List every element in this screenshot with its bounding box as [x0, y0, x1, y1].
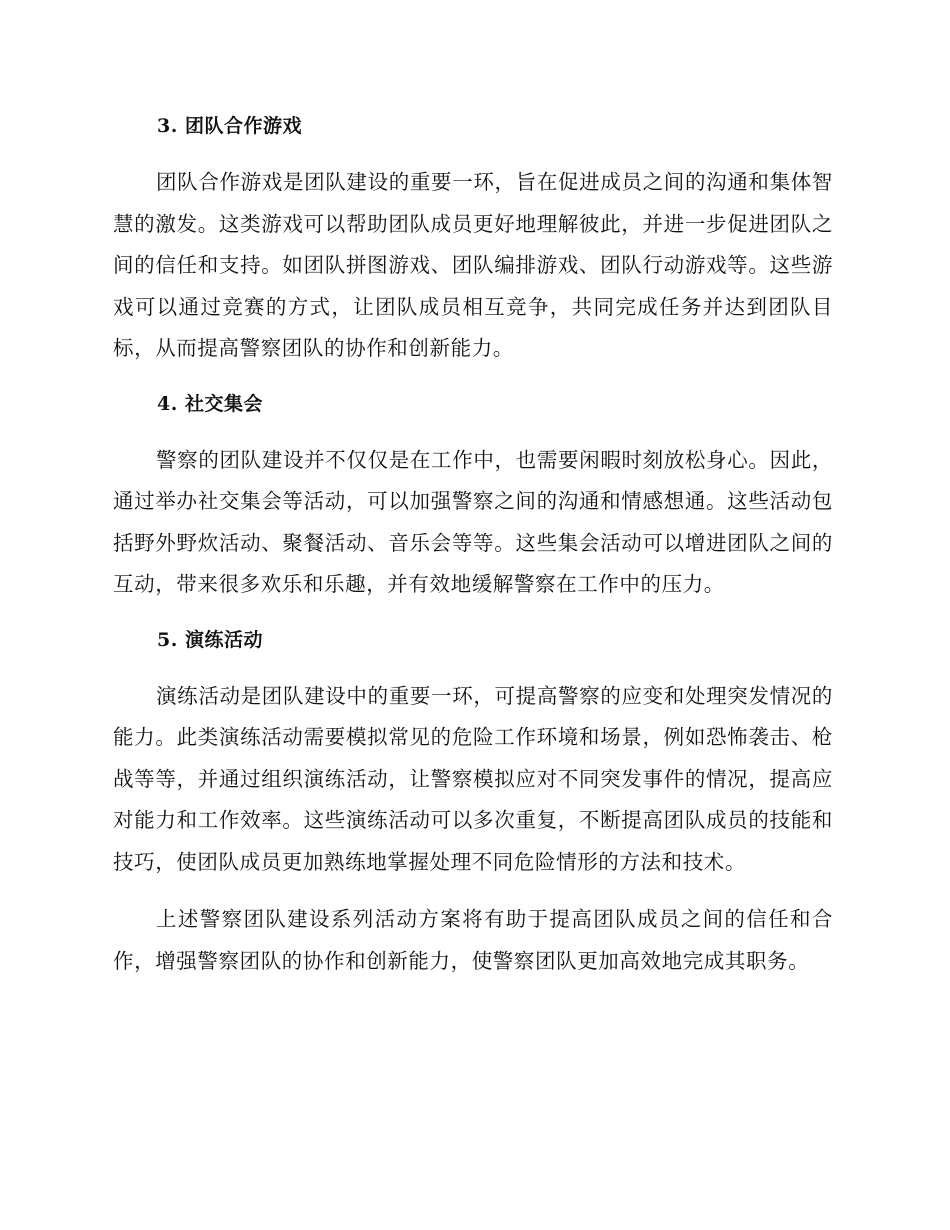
section-body-social-gathering: 警察的团队建设并不仅仅是在工作中，也需要闲暇时刻放松身心。因此，通过举办社交集会等活动，可以加强警察之间的沟通和情感想通。这些活动包括野外野炊活动、聚餐活动、音乐会等等。这些集会活动可以增进团队之间的互动，带来很多欢乐和乐趣，并有效地缓解警察在工作中的压力。 — [113, 447, 833, 596]
section-heading-drill-activities: 5. 演练活动 — [157, 628, 263, 651]
conclusion-paragraph: 上述警察团队建设系列活动方案将有助于提高团队成员之间的信任和合作，增强警察团队的协作和创新能力，使警察团队更加高效地完成其职务。 — [113, 907, 833, 973]
document-content — [113, 108, 833, 982]
section-heading-team-games: 3. 团队合作游戏 — [157, 115, 302, 137]
section-body-team-games: 团队合作游戏是团队建设的重要一环，旨在促进成员之间的沟通和集体智慧的激发。这类游戏可以帮助团队成员更好地理解彼此，并进一步促进团队之间的信任和支持。如团队拼图游戏、团队编排游戏、团队行动游戏等。这些游戏可以通过竞赛的方式，让团队成员相互竞争，共同完成任务并达到团队目标，从而提高警察团队的协作和创新能力。 — [113, 170, 833, 360]
section-heading-social-gathering: 4. 社交集会 — [157, 392, 263, 415]
section-body-drill-activities: 演练活动是团队建设中的重要一环，可提高警察的应变和处理突发情况的能力。此类演练活动需要模拟常见的危险工作环境和场景，例如恐怖袭击、枪战等等，并通过组织演练活动，让警察模拟应对不同突发事件的情况，提高应对能力和工作效率。这些演练活动可以多次重复，不断提高团队成员的技能和技巧，使团队成员更加熟练地掌握处理不同危险情形的方法和技术。 — [113, 683, 833, 874]
